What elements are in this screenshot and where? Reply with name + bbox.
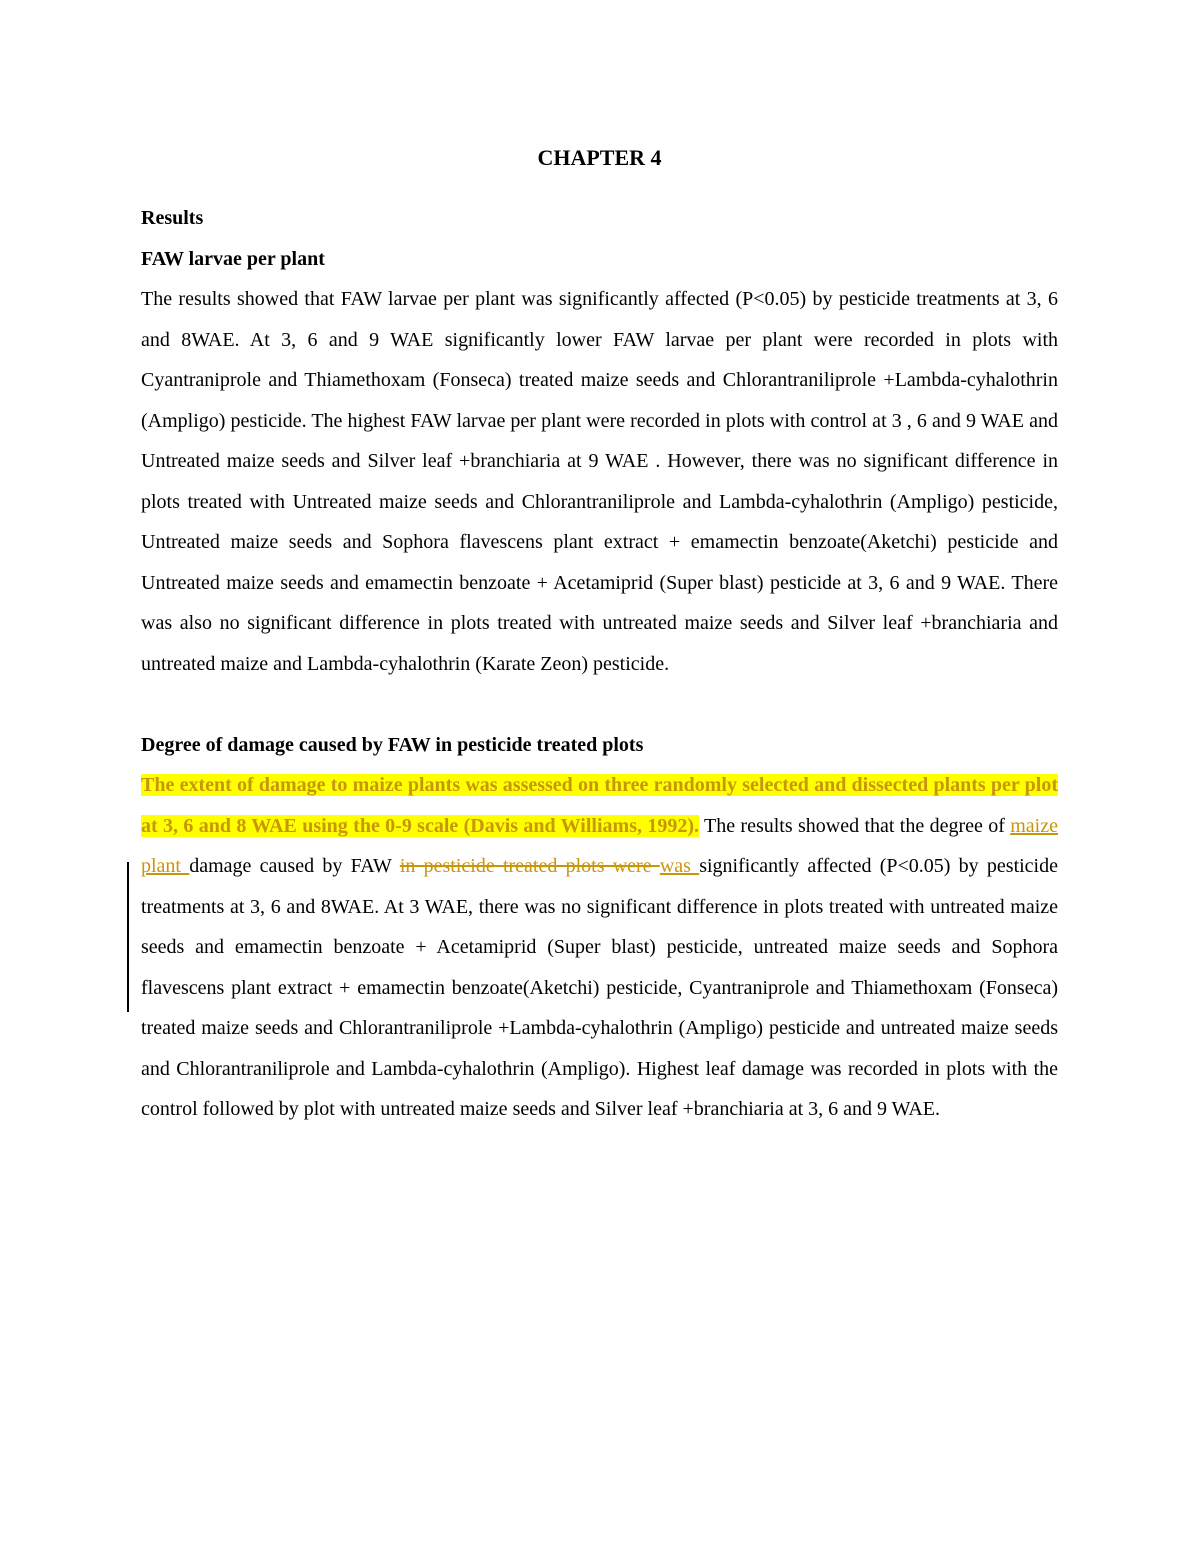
tracked-insertion: maize plant (141, 814, 1058, 877)
chapter-title: CHAPTER 4 (537, 145, 662, 170)
document-body (141, 138, 1058, 1130)
subsection-heading-damage: Degree of damage caused by FAW in pesticide treated plots (141, 733, 644, 756)
tracked-deletion: in pesticide treated plots were (399, 855, 660, 877)
subsection-heading-faw-larvae: FAW larvae per plant (141, 247, 325, 270)
highlighted-text: The extent of damage to maize plants was assessed on three randomly selected and dissected plants per plot at 3, 6 and 8 WAE using the 0-9 scale (Davis and Williams, 1992). (141, 774, 1058, 837)
body-text: The results showed that the degree of (698, 814, 1011, 837)
tracked-insertion: was (659, 855, 700, 877)
paragraph-damage (141, 765, 1058, 1130)
body-text: damage caused by FAW (189, 855, 400, 877)
tracked-change-bar (127, 862, 129, 1012)
section-heading-results: Results (141, 207, 204, 229)
paragraph-spacer (141, 684, 1058, 725)
body-text: significantly affected (P<0.05) by pesticide treatments at 3, 6 and 8WAE. At 3 WAE, there was no significant difference in plots treated with untreated maize seeds and emamectin benzoate + Acetamiprid (Super blast) pesticide, untreated maize seeds and Sophora flavescens plant extract + emamectin benzoate(Aketchi) pesticide, Cyantraniprole and Thiamethoxam (Fonseca) treated maize seeds and Chlorantraniliprole +Lambda-cyhalothrin (Ampligo) pesticide and untreated maize seeds and Chlorantraniliprole and Lambda-cyhalothrin (Ampligo). Highest leaf damage was recorded in plots with the control followed by plot with untreated maize seeds and Silver leaf +branchiaria at 3, 6 and 9 WAE. (141, 855, 1058, 1120)
paragraph-faw-larvae: The results showed that FAW larvae per plant was significantly affected (P<0.05) by pesticide treatments at 3, 6 and 8WAE. At 3, 6 and 9 WAE significantly lower FAW larvae per plant were recorded in plots with Cyantraniprole and Thiamethoxam (Fonseca) treated maize seeds and Chlorantraniliprole +Lambda-cyhalothrin (Ampligo) pesticide. The highest FAW larvae per plant were recorded in plots with control at 3 , 6 and 9 WAE and Untreated maize seeds and Silver leaf +branchiaria at 9 WAE . However, there was no significant difference in plots treated with Untreated maize seeds and Chlorantraniliprole and Lambda-cyhalothrin (Ampligo) pesticide, Untreated maize seeds and Sophora flavescens plant extract + emamectin benzoate(Aketchi) pesticide and Untreated maize seeds and emamectin benzoate + Acetamiprid (Super blast) pesticide at 3, 6 and 9 WAE. There was also no significant difference in plots treated with untreated maize seeds and Silver leaf +branchiaria and untreated maize and Lambda-cyhalothrin (Karate Zeon) pesticide. (141, 288, 1058, 675)
